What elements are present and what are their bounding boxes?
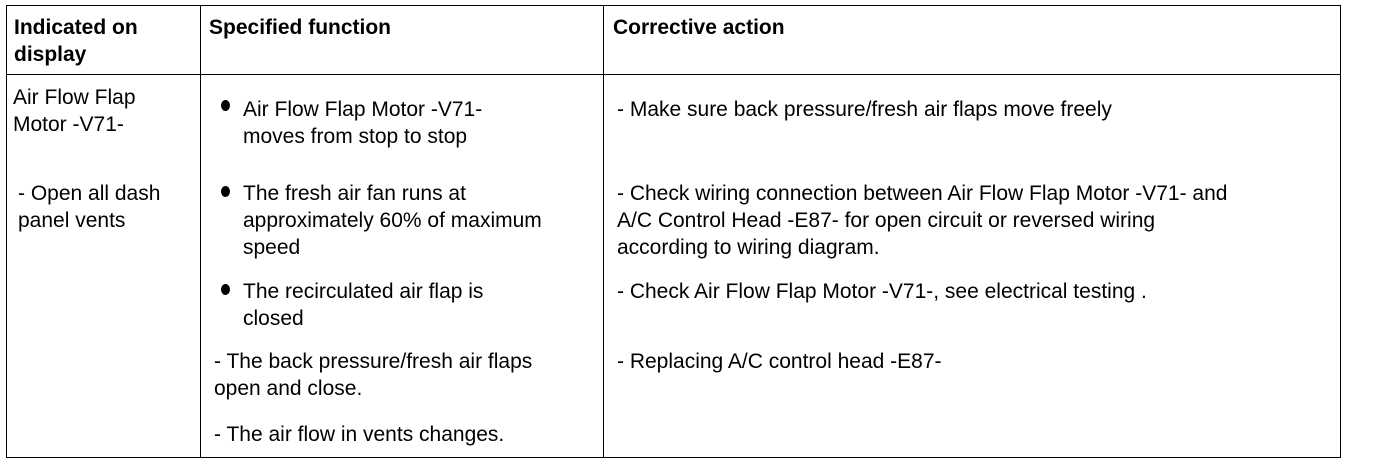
corrective-action-1: - Make sure back pressure/fresh air flaps move freely (617, 98, 1112, 121)
corrective-action-3: - Check Air Flow Flap Motor -V71-, see electrical testing . (617, 280, 1147, 303)
specified-function-3: The recirculated air flap is closed (243, 280, 484, 330)
column-divider-2 (603, 5, 604, 458)
specified-function-5: - The air flow in vents changes. (214, 423, 505, 446)
header-specified-function: Specified function (209, 16, 392, 39)
bullet-icon (221, 92, 230, 119)
indicated-item-open-vents: - Open all dash panel vents (18, 182, 161, 232)
header-indicated-on-display: Indicated on display (14, 16, 138, 66)
indicated-item-motor: Air Flow Flap Motor -V71- (13, 86, 136, 136)
bullet-icon (221, 178, 230, 205)
header-divider (6, 74, 1341, 75)
bullet-icon (221, 276, 230, 303)
corrective-action-4: - Replacing A/C control head -E87- (617, 350, 942, 373)
specified-function-2: The fresh air fan runs at approximately 60% of maximum speed (243, 182, 542, 259)
column-divider-1 (200, 5, 201, 458)
header-corrective-action: Corrective action (613, 16, 785, 39)
specified-function-4: - The back pressure/fresh air flaps open and close. (214, 350, 533, 400)
specified-function-1: Air Flow Flap Motor -V71- moves from stop to stop (243, 98, 483, 148)
corrective-action-2: - Check wiring connection between Air Flow Flap Motor -V71- and A/C Control Head -E87- for open circuit or reversed wiring according to wiring diagram. (617, 182, 1228, 259)
